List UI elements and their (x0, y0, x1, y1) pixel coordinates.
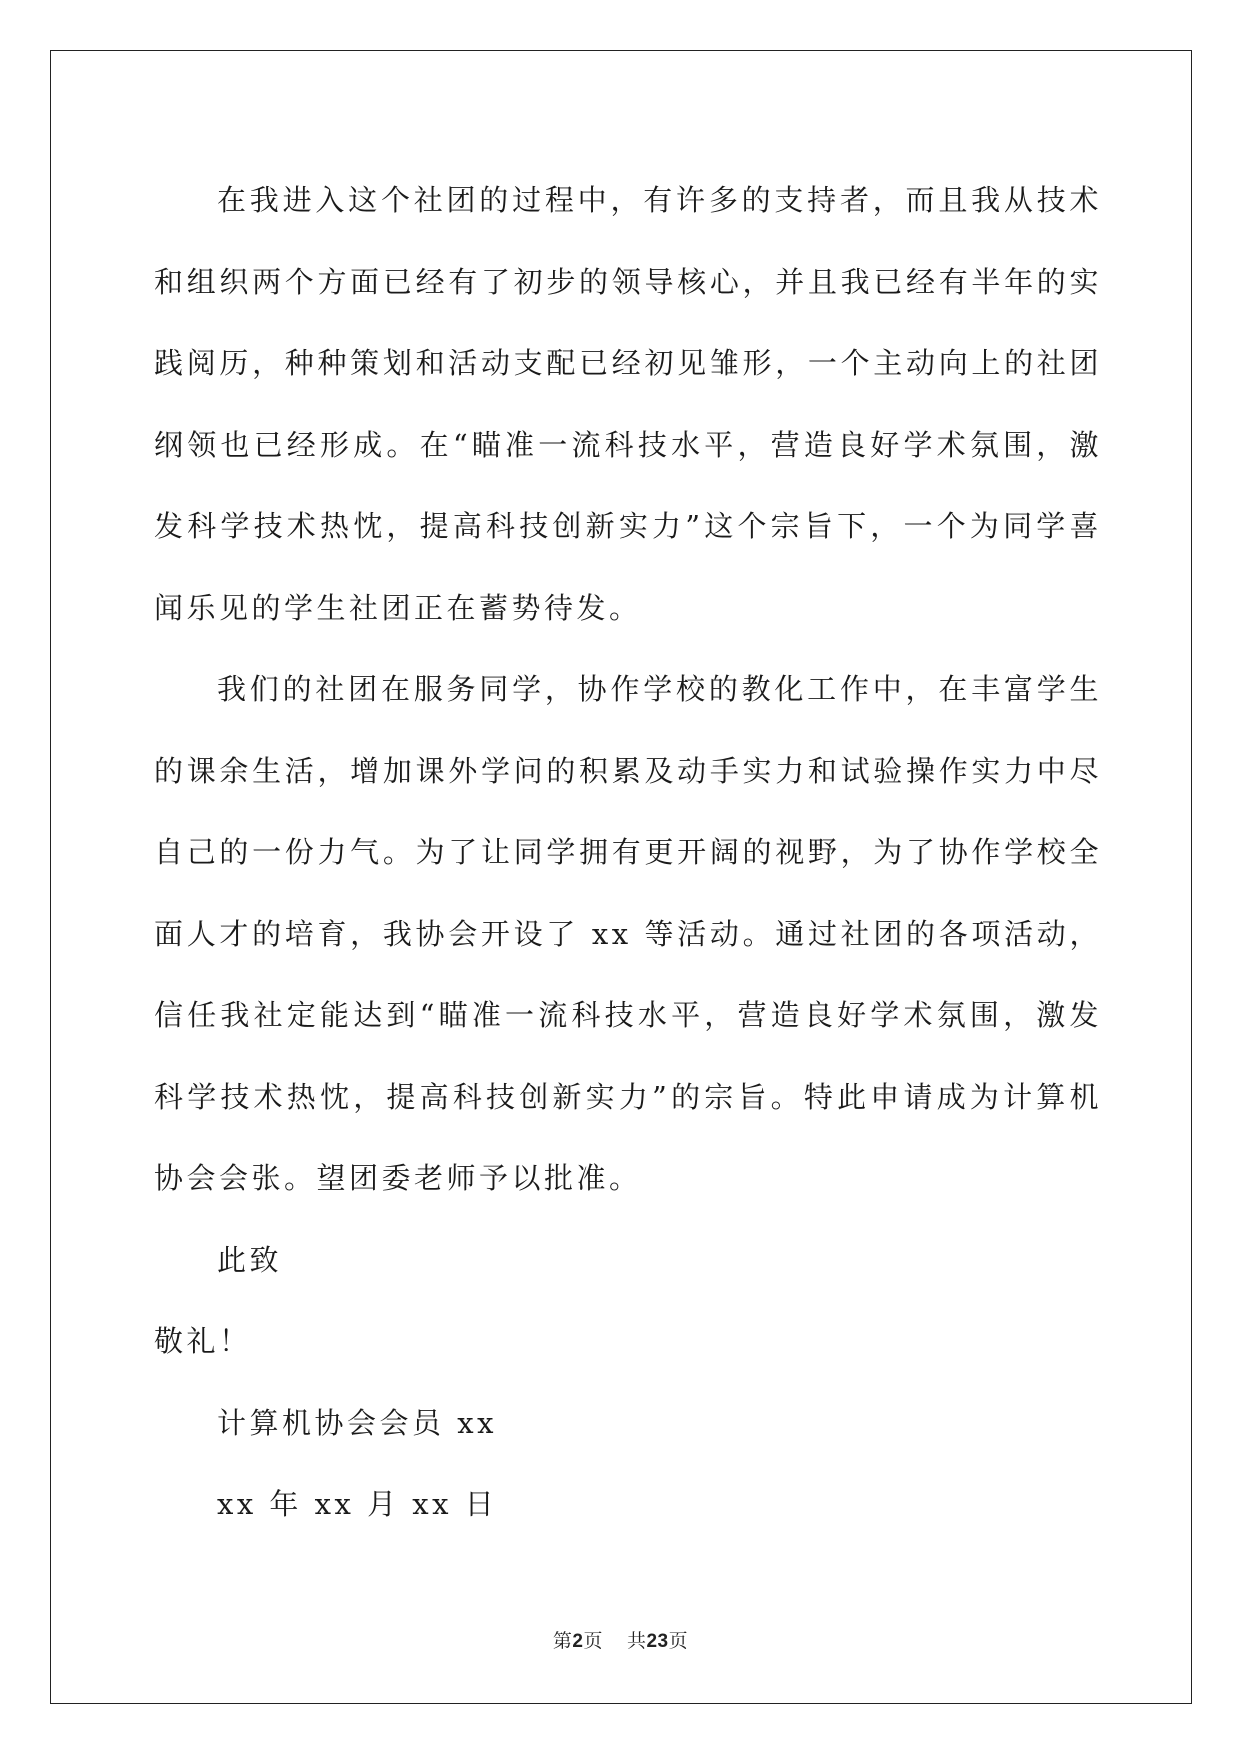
paragraph-1: 在我进入这个社团的过程中，有许多的支持者，而且我从技术和组织两个方面已经有了初步的领导核心，并且我已经有半年的实践阅历，种种策划和活动支配已经初见雏形，一个主动向上的社团纲领也已经形成。在“瞄准一流科技水平，营造良好学术氛围，激发科学技术热忱，提高科技创新实力”这个宗旨下，一个为同学喜闻乐见的学生社团正在蓄势待发。 (154, 183, 1102, 625)
page-number: 2 (572, 1631, 584, 1652)
signature-line: 计算机协会会员 xx (217, 1405, 497, 1440)
total-prefix: 共 (626, 1630, 647, 1652)
total-pages: 23 (646, 1631, 669, 1652)
document-body (154, 160, 1102, 1546)
total-suffix: 页 (668, 1630, 689, 1652)
paragraph-2: 我们的社团在服务同学，协作学校的教化工作中，在丰富学生的课余生活，增加课外学问的积累及动手实力和试验操作实力中尽自己的一份力气。为了让同学拥有更开阔的视野，为了协作学校全面人才的培育，我协会开设了 xx 等活动。通过社团的各项活动，信任我社定能达到“瞄准一流科技水平，营造良好学术氛围，激发科学技术热忱，提高科技创新实力”的宗旨。特此申请成为计算机协会会张。望团委老师予以批准。 (154, 672, 1102, 1195)
date-line: xx 年 xx 月 xx 日 (217, 1487, 498, 1521)
salute-line: 敬礼！ (154, 1324, 252, 1358)
page-footer (0, 1626, 1241, 1653)
page-prefix: 第 (552, 1630, 573, 1652)
closing-line: 此致 (217, 1242, 283, 1277)
page-suffix: 页 (583, 1630, 603, 1652)
